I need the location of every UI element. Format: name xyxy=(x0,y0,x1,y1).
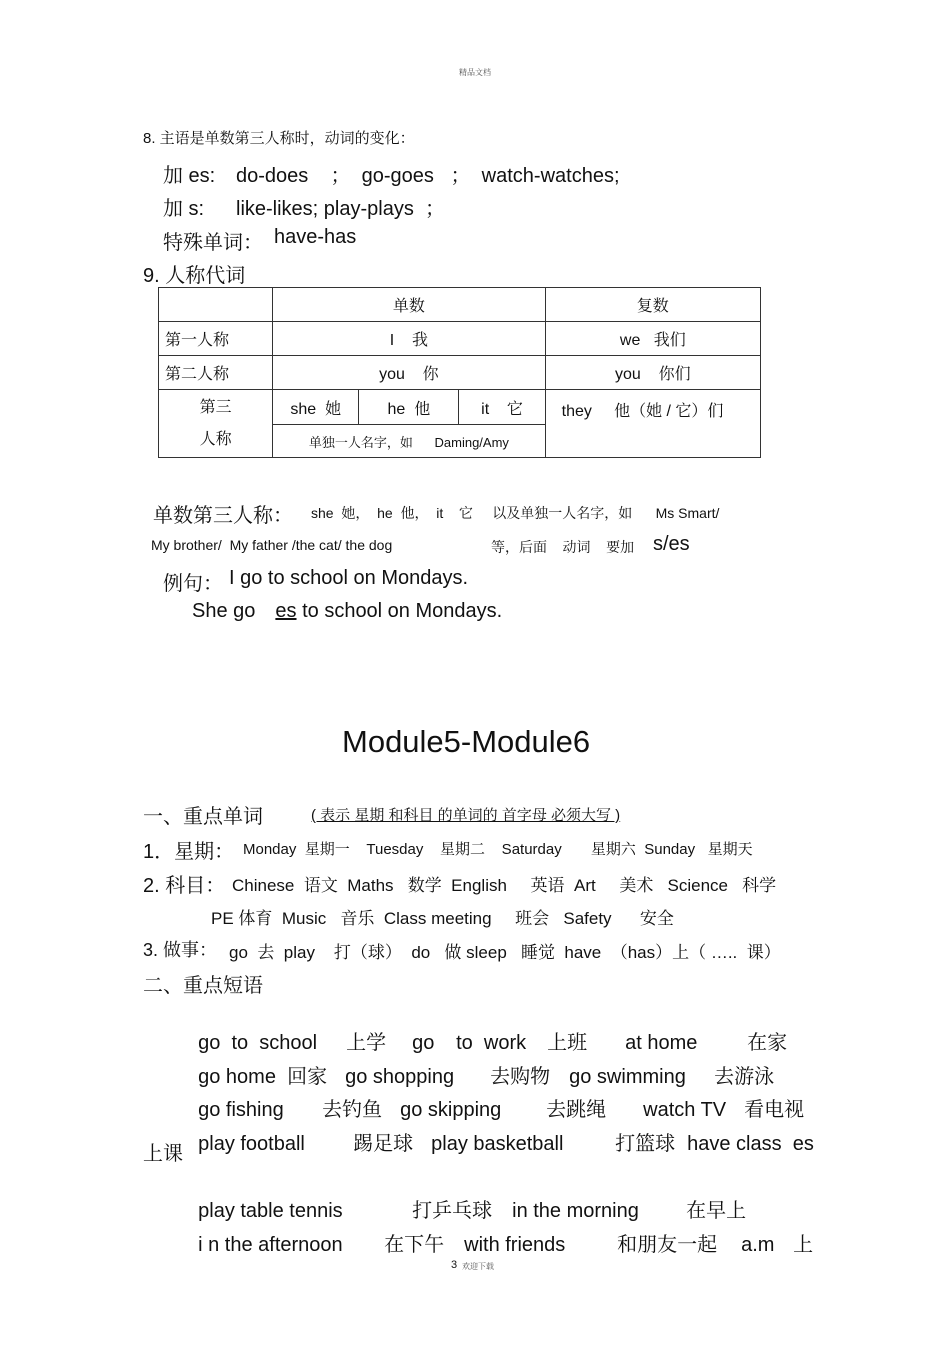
example-2-start: She go xyxy=(192,600,256,622)
third-label-a: 第三 xyxy=(199,398,232,416)
phrase-meaning: 去游泳 xyxy=(714,1066,775,1088)
row-second-person-singular: you 你 xyxy=(273,356,545,390)
s-rule-items: like-likes; play-plays ； xyxy=(236,198,445,220)
pronoun-it: it 它 xyxy=(459,390,545,425)
row-second-person-plural: you 你们 xyxy=(545,356,760,390)
phrase-meaning: 看电视 xyxy=(744,1099,805,1121)
row-second-person-label: 第二人称 xyxy=(159,356,273,390)
weekdays-items: Monday 星期一 Tuesday 星期二 Saturday 星期六 Sunday 星期天 xyxy=(243,841,753,858)
phrase-meaning: 踢足球 xyxy=(353,1133,414,1155)
phrase-meaning: 在下午 xyxy=(384,1234,445,1256)
phrase-meaning: 去跳绳 xyxy=(546,1099,607,1121)
phrase-row-4-wrap: 上课 xyxy=(143,1143,183,1165)
third-label-b: 人称 xyxy=(199,430,232,448)
row-first-person-plural: we 我们 xyxy=(545,322,760,356)
third-person-note-label: 单数第三人称： xyxy=(153,505,293,527)
example-sentence-2 xyxy=(192,600,502,623)
phrase-row-6 xyxy=(187,1205,813,1257)
es-rule-label: 加 es: xyxy=(163,165,216,187)
phrase-meaning: 在家 xyxy=(747,1032,788,1054)
phrase: watch TV xyxy=(643,1099,727,1121)
weekdays-label: 1．星期： xyxy=(143,841,235,863)
phrase-meaning: 上学 xyxy=(346,1032,387,1054)
table-corner-cell xyxy=(159,288,273,322)
phrase: have class es xyxy=(687,1133,814,1155)
row-first-person-label: 第一人称 xyxy=(159,322,273,356)
phrase: at home xyxy=(625,1032,698,1054)
phrase: i n the afternoon xyxy=(198,1234,343,1256)
page-footer: 欢迎下载 xyxy=(462,1262,494,1271)
subjects-label: 2. 科目： xyxy=(143,875,226,897)
subjects-items-2: PE 体育 Music 音乐 Class meeting 班会 Safety 安全 xyxy=(211,909,674,928)
module-title: Module5-Module6 xyxy=(342,724,591,759)
phrase: go to school xyxy=(198,1032,318,1054)
phrase: in the morning xyxy=(512,1200,639,1222)
special-words-items: have-has xyxy=(274,226,357,248)
phrase-meaning: 在早上 xyxy=(686,1200,747,1222)
table-header-row xyxy=(159,288,761,322)
phrase-meaning: 打乒乓球 xyxy=(412,1200,493,1222)
col-singular: 单数 xyxy=(273,288,545,322)
pronoun-they: they 他（她 / 它）们 xyxy=(545,390,760,458)
example-sentence-1: I go to school on Mondays. xyxy=(229,567,469,589)
phrase-meaning: 去购物 xyxy=(490,1066,551,1088)
phrase: play table tennis xyxy=(198,1200,343,1222)
phrase: go xyxy=(412,1032,435,1054)
third-person-note-line2b: 等，后面 动词 要加 xyxy=(491,539,635,555)
third-person-note-suffix: s/es xyxy=(653,533,690,555)
row-first-person-singular: I 我 xyxy=(273,322,545,356)
phrase: play basketball xyxy=(431,1133,564,1155)
s-rule-label: 加 s: xyxy=(163,198,205,220)
phrase-meaning: 上 xyxy=(793,1234,814,1256)
phrase: go swimming xyxy=(569,1066,686,1088)
phrase: go fishing xyxy=(198,1099,284,1121)
phrase: with friends xyxy=(464,1234,566,1256)
personal-pronoun-table xyxy=(158,287,761,458)
subjects-items-1: Chinese 语文 Maths 数学 English 英语 Art 美术 Science 科学 xyxy=(232,876,777,895)
pronoun-single-name: 单独一人名字，如 Daming/Amy xyxy=(273,425,545,458)
example-2-underlined: es xyxy=(275,600,297,622)
part-2-heading: 二、重点短语 xyxy=(143,975,263,997)
part-1-heading-note: ( 表示 星期 和科目 的单词的 首字母 必须大写 ) xyxy=(311,807,621,824)
pronoun-he: he 他 xyxy=(359,390,459,425)
phrase: a.m xyxy=(741,1234,775,1256)
example-label: 例句： xyxy=(163,573,223,595)
third-person-note-line2a: My brother/ My father /the cat/ the dog xyxy=(151,537,393,553)
page-header: 精品文档 xyxy=(459,68,491,77)
table-row xyxy=(159,390,761,425)
phrase-meaning: 去钓鱼 xyxy=(322,1099,383,1121)
page-number: 3 xyxy=(451,1259,458,1271)
es-rule-items: do-does ； go-goes ； watch-watches; xyxy=(236,165,620,187)
phrase-row-4 xyxy=(187,1104,814,1156)
phrase: to work xyxy=(456,1032,527,1054)
col-plural: 复数 xyxy=(545,288,760,322)
part-1-heading: 一、重点单词 xyxy=(143,806,263,828)
phrase: go skipping xyxy=(400,1099,502,1121)
pronoun-she: she 她 xyxy=(273,390,359,425)
phrase: go shopping xyxy=(345,1066,455,1088)
phrase-meaning: 和朋友一起 xyxy=(617,1234,718,1256)
table-row xyxy=(159,322,761,356)
phrase-meaning: 打篮球 xyxy=(615,1133,676,1155)
row-third-person-label xyxy=(159,390,273,458)
doing-label: 3. 做事： xyxy=(143,940,218,960)
phrase: go home 回家 xyxy=(198,1066,328,1088)
table-row xyxy=(159,356,761,390)
third-person-note-line1: she 她， he 他， it 它 以及单独一人名字，如 Ms Smart/ xyxy=(311,505,720,521)
phrase: play football xyxy=(198,1133,305,1155)
phrase-meaning: 上班 xyxy=(547,1032,588,1054)
special-words-label: 特殊单词： xyxy=(163,232,263,254)
section-8-heading: 8. 主语是单数第三人称时，动词的变化： xyxy=(143,130,415,147)
example-2-end: to school on Mondays. xyxy=(302,600,503,622)
section-9-heading: 9. 人称代词 xyxy=(143,265,246,287)
doing-items: go 去 play 打（球） do 做 sleep 睡觉 have （has）上（ ….. 课） xyxy=(229,943,781,962)
